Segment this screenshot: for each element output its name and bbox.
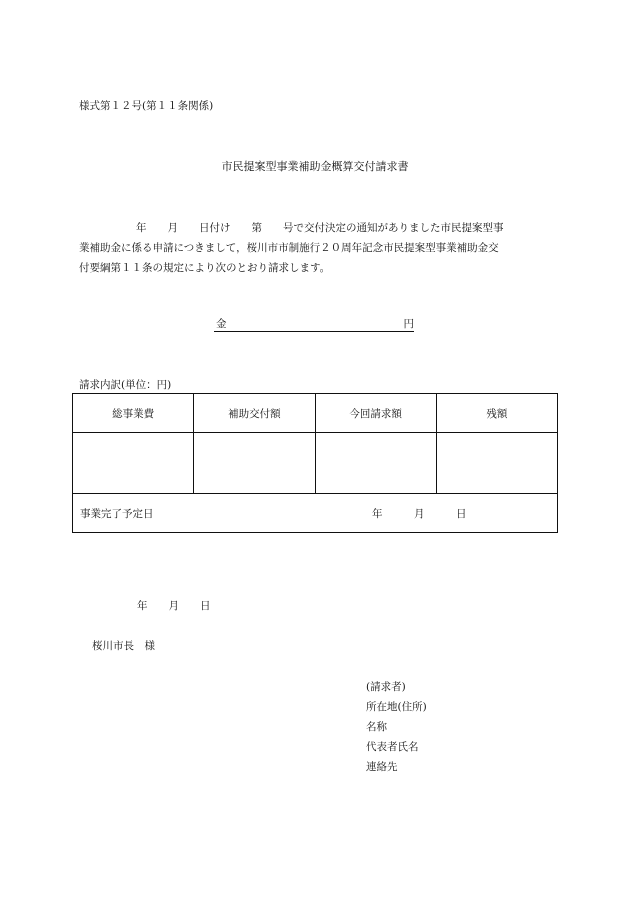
completion-cell[interactable]	[73, 494, 558, 533]
request-body	[79, 218, 563, 278]
amount-prefix: 金	[216, 318, 227, 330]
requester-representative: 代表者氏名	[366, 741, 419, 753]
breakdown-header-row	[73, 394, 558, 433]
body-line-1: 年 月 日付け 第 号で交付決定の通知がありました市民提案型事	[136, 222, 504, 234]
requester-heading: (請求者)	[366, 681, 406, 693]
col-current-request: 今回請求額	[315, 394, 436, 433]
requester-block	[366, 677, 427, 777]
subsidy-amount-cell[interactable]	[194, 433, 315, 494]
requester-address: 所在地(住所)	[366, 701, 427, 713]
amount-suffix: 円	[403, 318, 414, 330]
request-date: 年 月 日	[137, 600, 211, 612]
completion-row	[73, 494, 558, 533]
addressee: 桜川市長 様	[92, 640, 155, 652]
requester-contact: 連絡先	[366, 761, 398, 773]
breakdown-label: 請求内訳(単位：円)	[79, 379, 172, 391]
breakdown-table	[72, 393, 558, 533]
col-total-cost: 総事業費	[73, 394, 194, 433]
breakdown-value-row	[73, 433, 558, 494]
remaining-cell[interactable]	[436, 433, 557, 494]
form-number: 様式第１２号(第１１条関係)	[79, 100, 214, 112]
current-request-cell[interactable]	[315, 433, 436, 494]
completion-date: 年 月 日	[372, 508, 467, 520]
document-title: 市民提案型事業補助金概算交付請求書	[221, 160, 409, 173]
total-cost-cell[interactable]	[73, 433, 194, 494]
body-line-2: 業補助金に係る申請につきまして，桜川市市制施行２０周年記念市民提案型事業補助金交	[79, 242, 499, 254]
amount-field[interactable]	[214, 316, 414, 332]
body-line-3: 付要綱第１１条の規定により次のとおり請求します。	[79, 262, 331, 274]
completion-label: 事業完了予定日	[80, 508, 154, 520]
col-remaining: 残額	[436, 394, 557, 433]
requester-name: 名称	[366, 721, 387, 733]
col-subsidy-amount: 補助交付額	[194, 394, 315, 433]
